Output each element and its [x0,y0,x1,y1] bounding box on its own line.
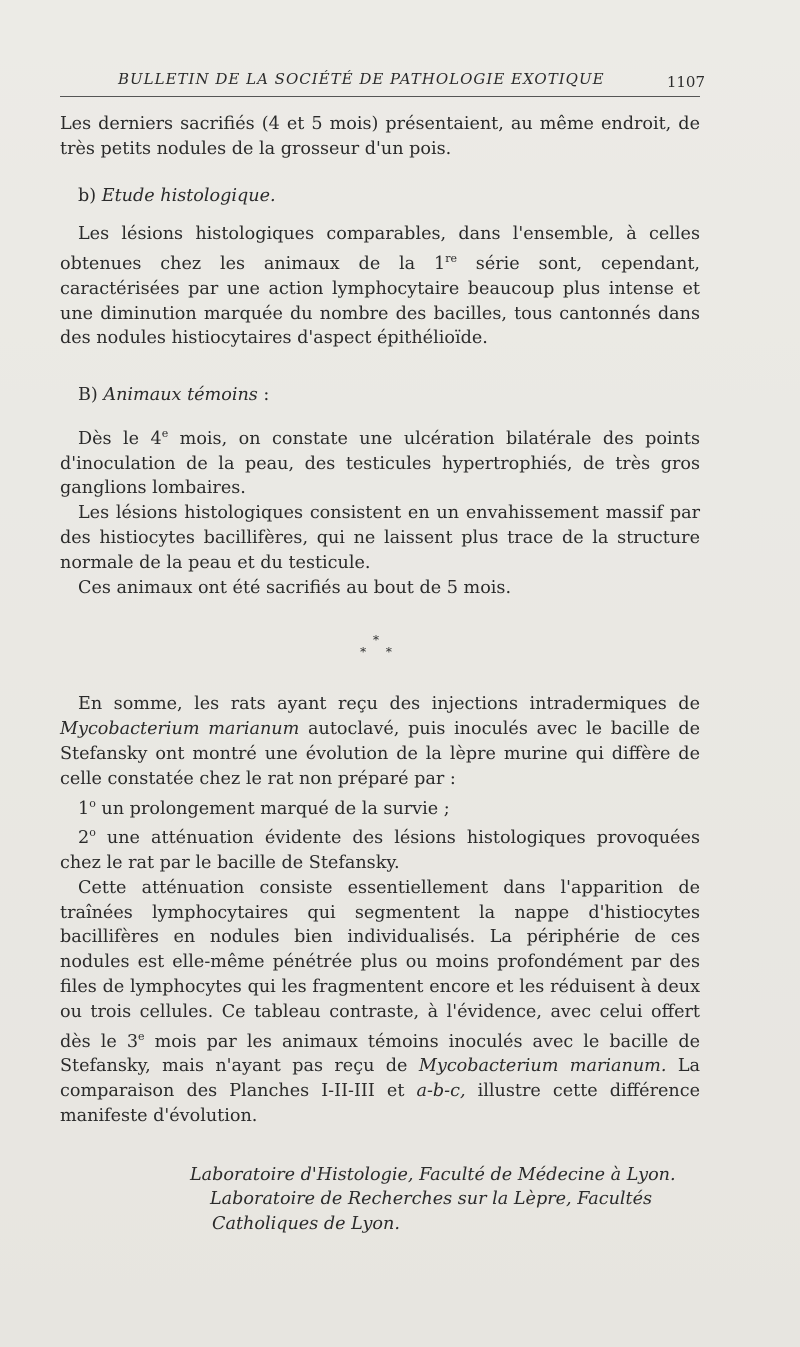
paragraph-5: Ces animaux ont été sacrifiés au bout de 5 mois. [78,577,512,598]
header-rule [60,96,700,97]
paragraph-3: Dès le 4e mois, on constate une ulcération bilatérale des points d'inoculation de la peau, des testicules hypertrophiés, de très gros ganglions lombaires. [60,427,700,499]
article-body [60,112,700,1237]
signature-line-2: Laboratoire de Recherches sur la Lèpre, Facultés [210,1189,653,1210]
section-stars: * * * [360,633,400,660]
paragraph-7: Cette atténuation consiste essentiellement dans l'apparition de traînées lymphocytaires qui segmentent la nappe d'histiocytes bacillifères en nodules bien individualisés. La périphérie de ces nodules est elle-même pénétrée plus ou moins profondément par des files de lymphocytes qui les fragmentent encore et les réduisent à deux ou trois cellules. Ce tableau contraste, à l'évidence, avec celui offert dès le 3e mois par les animaux témoins inoculés avec le bacille de Stefansky, mais n'ayant pas reçu de Mycobacterium marianum. La comparaison des Planches I-II-III et a-b-c, illustre cette différence manifeste d'évolution. [60,877,700,1126]
signature-line-1: Laboratoire d'Histologie, Faculté de Médecine à Lyon. [190,1164,676,1185]
paragraph-4: Les lésions histologiques consistent en un envahissement massif par des histiocytes bacillifères, qui ne laissent plus trace de la structure normale de la peau et du testicule. [60,503,700,573]
running-title: BULLETIN DE LA SOCIÉTÉ DE PATHOLOGIE EXOTIQUE [118,70,605,88]
list-item-1: 1$^o$ un prolongement marqué de la survie ; [78,796,450,819]
page-number: 1107 [666,73,705,91]
paragraph-1: Les derniers sacrifiés (4 et 5 mois) présentaient, au même endroit, de très petits nodules de la grosseur d'un pois. [60,114,700,159]
subheading-B: B) Animaux témoins : [78,385,270,406]
page-header [60,70,705,96]
signature-line-3: Catholiques de Lyon. [212,1214,400,1235]
paragraph-2: Les lésions histologiques comparables, dans l'ensemble, à celles obtenues chez les animaux de la 1re série sont, cependant, caractérisées par une action lymphocytaire beaucoup plus intense et une diminution marquée du nombre des bacilles, tous cantonnés dans des nodules histiocytaires d'aspect épithélioïde. [60,224,700,349]
list-item-2: 2$^o$ une atténuation évidente des lésions histologiques provoquées chez le rat par le bacille de Stefansky. [60,826,700,873]
paragraph-6: En somme, les rats ayant reçu des injections intradermiques de Mycobacterium marianum autoclavé, puis inoculés avec le bacille de Stefansky ont montré une évolution de la lèpre murine qui diffère de celle constatée chez le rat non préparé par : [60,694,700,789]
subheading-b: b) Etude histologique. [78,185,276,206]
signature-block [60,1163,700,1237]
